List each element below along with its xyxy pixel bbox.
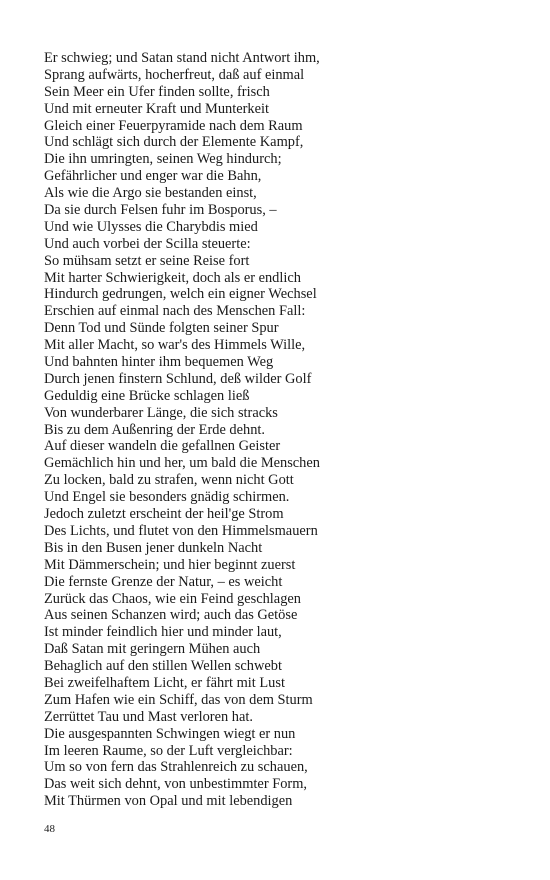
verse-line: Denn Tod und Sünde folgten seiner Spur: [44, 320, 279, 337]
verse-line: Zerrüttet Tau und Mast verloren hat.: [44, 708, 253, 725]
verse-line: Sein Meer ein Ufer finden sollte, frisch: [44, 83, 270, 100]
verse-line: Zurück das Chaos, wie ein Feind geschlagen: [44, 590, 301, 607]
verse-line: Durch jenen finstern Schlund, deß wilder Golf: [44, 370, 312, 387]
verse-line: Mit Dämmerschein; und hier beginnt zuerst: [44, 556, 296, 573]
verse-line: Und bahnten hinter ihm bequemen Weg: [44, 354, 274, 371]
page-number: 48: [44, 823, 55, 835]
verse-line: Und schlägt sich durch der Elemente Kampf,: [44, 134, 304, 151]
verse-line: Gleich einer Feuerpyramide nach dem Raum: [44, 117, 303, 134]
verse-line: Hindurch gedrungen, welch ein eigner Wechsel: [44, 286, 317, 303]
verse-line: Ist minder feindlich hier und minder laut,: [44, 624, 282, 641]
verse-line: Daß Satan mit geringern Mühen auch: [44, 641, 261, 658]
verse-line: Sprang aufwärts, hocherfreut, daß auf einmal: [44, 66, 305, 83]
verse-line: Bis in den Busen jener dunkeln Nacht: [44, 539, 263, 556]
verse-line: Und wie Ulysses die Charybdis mied: [44, 218, 258, 235]
verse-line: Mit aller Macht, so war's des Himmels Wille,: [44, 337, 306, 354]
verse-line: Bei zweifelhaftem Licht, er fährt mit Lust: [44, 674, 285, 691]
verse-line: Zu locken, bald zu strafen, wenn nicht Gott: [44, 472, 294, 489]
verse-line: Mit Thürmen von Opal und mit lebendigen: [44, 793, 293, 810]
verse-line: Behaglich auf den stillen Wellen schwebt: [44, 658, 282, 675]
verse-line: Geduldig eine Brücke schlagen ließ: [44, 387, 250, 404]
verse-line: Im leeren Raume, so der Luft vergleichbar:: [44, 742, 293, 759]
verse-line: Gemächlich hin und her, um bald die Menschen: [44, 455, 320, 472]
verse-line: Jedoch zuletzt erscheint der heil'ge Strom: [44, 506, 284, 523]
verse-line: Da sie durch Felsen fuhr im Bosporus, –: [44, 202, 277, 219]
verse-line: Die ausgespannten Schwingen wiegt er nun: [44, 725, 296, 742]
verse-line: Von wunderbarer Länge, die sich stracks: [44, 404, 278, 421]
verse-line: Das weit sich dehnt, von unbestimmter Form,: [44, 776, 307, 793]
verse-line: Mit harter Schwierigkeit, doch als er endlich: [44, 269, 301, 286]
verse-line: Die ihn umringten, seinen Weg hindurch;: [44, 151, 282, 168]
verse-line: Als wie die Argo sie bestanden einst,: [44, 185, 257, 202]
verse-line: Und mit erneuter Kraft und Munterkeit: [44, 100, 269, 117]
verse-line: Auf dieser wandeln die gefallnen Geister: [44, 438, 281, 455]
verse-line: Erschien auf einmal nach des Menschen Fall:: [44, 303, 306, 320]
verse-line: Gefährlicher und enger war die Bahn,: [44, 168, 262, 185]
verse-line: Des Lichts, und flutet von den Himmelsmauern: [44, 522, 318, 539]
verse-line: Und Engel sie besonders gnädig schirmen.: [44, 489, 290, 506]
verse-line: Er schwieg; und Satan stand nicht Antwort ihm,: [44, 50, 320, 66]
verse-line: Bis zu dem Außenring der Erde dehnt.: [44, 421, 266, 438]
verse-line: So mühsam setzt er seine Reise fort: [44, 252, 250, 269]
verse-line: Die fernste Grenze der Natur, – es weicht: [44, 573, 283, 590]
verse-line: Und auch vorbei der Scilla steuerte:: [44, 235, 251, 252]
poem-text-block: [44, 50, 514, 810]
verse-line: Um so von fern das Strahlenreich zu schauen,: [44, 759, 308, 776]
verse-line: Zum Hafen wie ein Schiff, das von dem Sturm: [44, 691, 313, 708]
verse-line: Aus seinen Schanzen wird; auch das Getöse: [44, 607, 298, 624]
